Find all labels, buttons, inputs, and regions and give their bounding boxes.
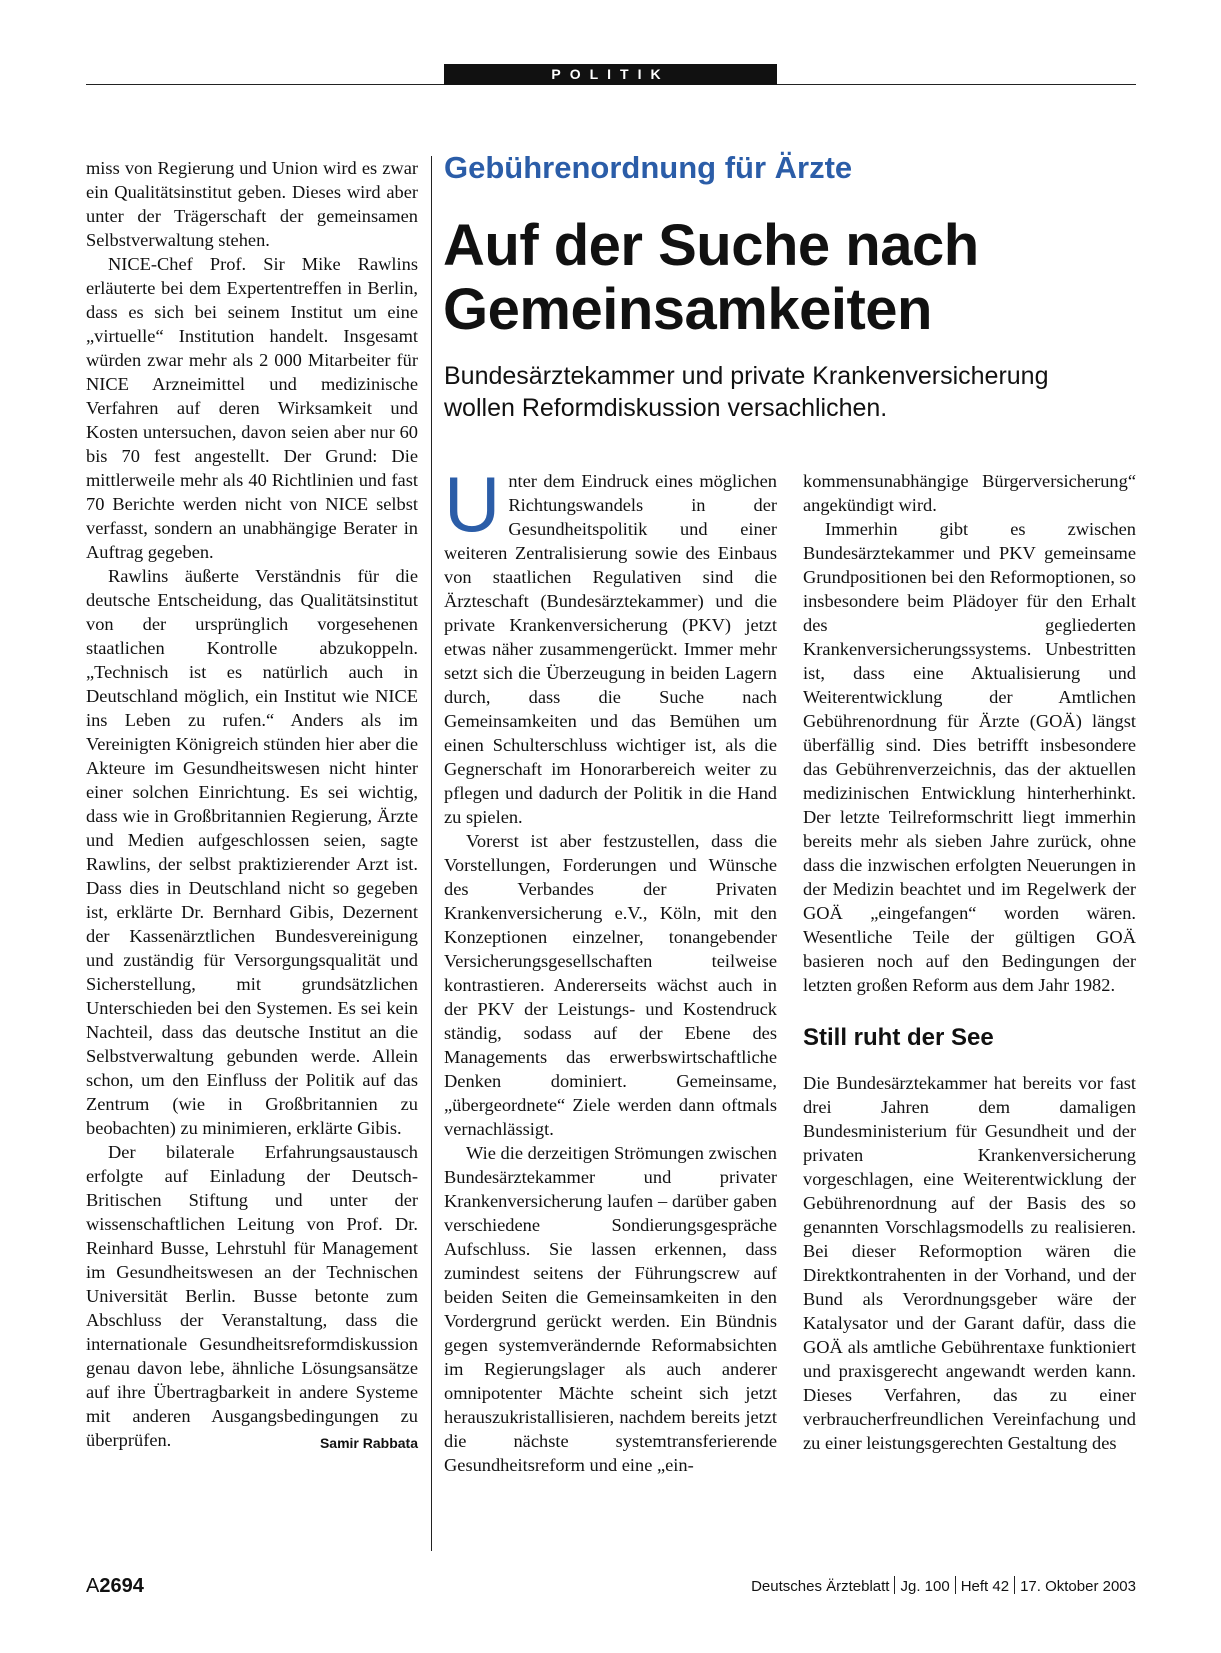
page-number [86, 1574, 144, 1598]
page-number-value: 2694 [99, 1575, 144, 1597]
journal-volume: Jg. 100 [900, 1578, 950, 1595]
headline-line-2: Gemeinsamkeiten [443, 277, 932, 342]
footer-separator [1014, 1576, 1015, 1594]
left-paragraph-1: miss von Regierung und Union wird es zwar ein Qualitätsinstitut geben. Dieses wird aber unter der Trägerschaft der gemeinsamen Selbstverwaltung stehen. [86, 158, 418, 250]
journal-issue: Heft 42 [960, 1578, 1010, 1595]
right-column [803, 469, 1136, 1455]
section-subheading: Still ruht der See [803, 1024, 994, 1051]
journal-info [751, 1576, 1136, 1598]
section-rubric: POLITIK [444, 64, 777, 85]
article-subhead [444, 360, 1144, 424]
headline-line-1: Auf der Suche nach [443, 213, 979, 278]
article-kicker: Gebührenordnung für Ärzte [444, 150, 853, 185]
middle-paragraph-1-text: nter dem Eindruck eines möglichen Richtungswandels in der Gesundheitspolitik und einer weiteren Zentralisierung sowie des Einbaus von staatlichen Regulativen sind die Ärzteschaft (Bundesärztekammer) und die private Krankenversicherung (PKV) jetzt etwas näher zusammengerückt. Immer mehr setzt sich die Überzeugung in beiden Lagern durch, dass die Suche nach Gemeinsamkeiten und das Bemühen um einen Schulterschluss wichtiger ist, als die Gegnerschaft im Honorarbereich weiter zu pflegen und dadurch der Politik in die Hand zu spielen. [444, 471, 777, 827]
left-column [86, 156, 418, 1455]
middle-paragraph-3: Wie die derzeitigen Strömungen zwischen Bundesärztekammer und privater Krankenversicherung laufen – darüber gaben verschiedene Sondierungsgespräche Aufschluss. Sie lassen erkennen, dass zumindest seitens der Führungscrew auf beiden Seiten die Gemeinsamkeiten in den Vordergrund gerückt werden. Ein Bündnis gegen systemverändernde Reformabsichten im Regierungslager als auch anderer omnipotenter Mächte scheint sich jetzt herauszukristallisieren, nachdem bereits jetzt die nächste systemtransferierende Gesundheitsreform und eine „ein- [444, 1143, 777, 1475]
subhead-line-2: wollen Reformdiskussion versachlichen. [444, 394, 888, 422]
footer-separator [955, 1576, 956, 1594]
subhead-line-1: Bundesärztekammer und private Krankenversicherung [444, 362, 1049, 390]
footer-separator [894, 1576, 895, 1594]
journal-date: 17. Oktober 2003 [1020, 1578, 1136, 1595]
article-headline [443, 214, 1143, 342]
right-paragraph-3: Die Bundesärztekammer hat bereits vor fast drei Jahren dem damaligen Bundesministerium für Gesundheit und der privaten Krankenversicherung vorgeschlagen, eine Weiterentwicklung der Gebührenordnung auf der Basis des so genannten Vorschlagsmodells zu realisieren. Bei dieser Reformoption wären die Direktkontrahenten in der Vorhand, und der Bund als Verordnungsgeber wäre der Katalysator und der Garant dafür, dass die GOÄ als amtliche Gebührentaxe funktioniert und praxisgerecht angewandt werden kann. Dieses Verfahren, das zu einer verbraucherfreundlichen Vereinfachung und zu einer leistungsgerechten Gestaltung des [803, 1073, 1136, 1453]
left-paragraph-2: NICE-Chef Prof. Sir Mike Rawlins erläuterte bei dem Expertentreffen in Berlin, dass es sich bei seinem Institut um eine „virtuelle“ Institution handelt. Insgesamt würden zwar mehr als 2 000 Mitarbeiter für NICE Arzneimittel und medizinische Verfahren auf deren Wirksamkeit und Kosten untersuchen, davon seien aber nur 60 bis 70 fest angestellt. Der Grund: Die mittlerweile mehr als 40 Richtlinien und fast 70 Berichte werden nicht von NICE selbst verfasst, sondern an unabhängige Berater in Auftrag gegeben. [86, 254, 418, 562]
left-paragraph-4-text: Der bilaterale Erfahrungsaustausch erfolgte auf Einladung der Deutsch-Britischen Stiftung und unter der wissenschaftlichen Leitung von Prof. Dr. Reinhard Busse, Lehrstuhl für Management im Gesundheitswesen an der Technischen Universität Berlin. Busse betonte zum Abschluss der Veranstaltung, dass die internationale Gesundheitsreformdiskussion genau davon lebe, ähnliche Lösungsansätze auf ihre Übertragbarkeit in andere Systeme mit anderen Ausgangsbedingungen zu überprüfen. [86, 1142, 418, 1450]
right-paragraph-1: kommensunabhängige Bürgerversicherung“ angekündigt wird. [803, 471, 1136, 515]
column-divider [431, 156, 432, 1551]
drop-cap: U [444, 460, 501, 548]
left-paragraph-4 [86, 1140, 418, 1452]
middle-paragraph-1 [444, 460, 777, 829]
journal-name: Deutsches Ärzteblatt [751, 1578, 890, 1595]
author-name: Samir Rabbata [319, 1435, 418, 1451]
right-paragraph-2: Immerhin gibt es zwischen Bundesärztekammer und PKV gemeinsame Grundpositionen bei den Reformoptionen, so insbesondere beim Plädoyer für den Erhalt des gegliederten Krankenversicherungssystems. Unbestritten ist, dass eine Aktualisierung und Weiterentwicklung der Amtlichen Gebührenordnung für Ärzte (GOÄ) längst überfällig sind. Dies betrifft insbesondere das Gebührenverzeichnis, das der aktuellen medizinischen Entwicklung hinterherhinkt. Der letzte Teilreformschritt liegt immerhin bereits mehr als sieben Jahre zurück, ohne dass die inzwischen erfolgten Neuerungen in der Medizin beachtet und im Regelwerk der GOÄ „eingefangen“ worden wären. Wesentliche Teile der gültigen GOÄ basieren noch auf den Bedingungen der letzten großen Reform aus dem Jahr 1982. [803, 519, 1136, 995]
page-prefix: A [86, 1575, 100, 1597]
middle-column [444, 460, 777, 1477]
left-paragraph-3: Rawlins äußerte Verständnis für die deutsche Entscheidung, das Qualitätsinstitut von der ursprünglich vorgesehenen staatlichen Kontrolle abzukoppeln. „Technisch ist es natürlich auch in Deutschland möglich, ein Institut wie NICE ins Leben zu rufen.“ Anders als im Vereinigten Königreich stünden hier aber die Akteure im Gesundheitswesen nicht hinter einer solchen Einrichtung. Es sei wichtig, dass wie in Großbritannien Regierung, Ärzte und Medien aufgeschlossen seien, sagte Rawlins, der selbst praktizierender Arzt ist. Dass dies in Deutschland nicht so gegeben ist, erklärte Dr. Bernhard Gibis, Dezernent der Kassenärztlichen Bundesvereinigung und zuständig für Versorgungsqualität und Sicherstellung, mit grundsätzlichen Unterschieden bei den Systemen. Es sei kein Nachteil, dass das deutsche Institut an die Selbstverwaltung gebunden werde. Allein schon, um den Einfluss der Politik auf das Zentrum (wie in Großbritannien zu beobachten) zu minimieren, erklärte Gibis. [86, 566, 418, 1138]
middle-paragraph-2: Vorerst ist aber festzustellen, dass die Vorstellungen, Forderungen und Wünsche des Verbandes der Privaten Krankenversicherung e.V., Köln, mit den Konzeptionen einzelner, tonangebender Versicherungsgesellschaften teilweise kontrastieren. Andererseits wächst auch in der PKV der Leistungs- und Kostendruck ständig, sodass auf der Ebene des Managements das erwerbswirtschaftliche Denken dominiert. Gemeinsame, „übergeordnete“ Ziele werden dann oftmals vernachlässigt. [444, 831, 777, 1139]
